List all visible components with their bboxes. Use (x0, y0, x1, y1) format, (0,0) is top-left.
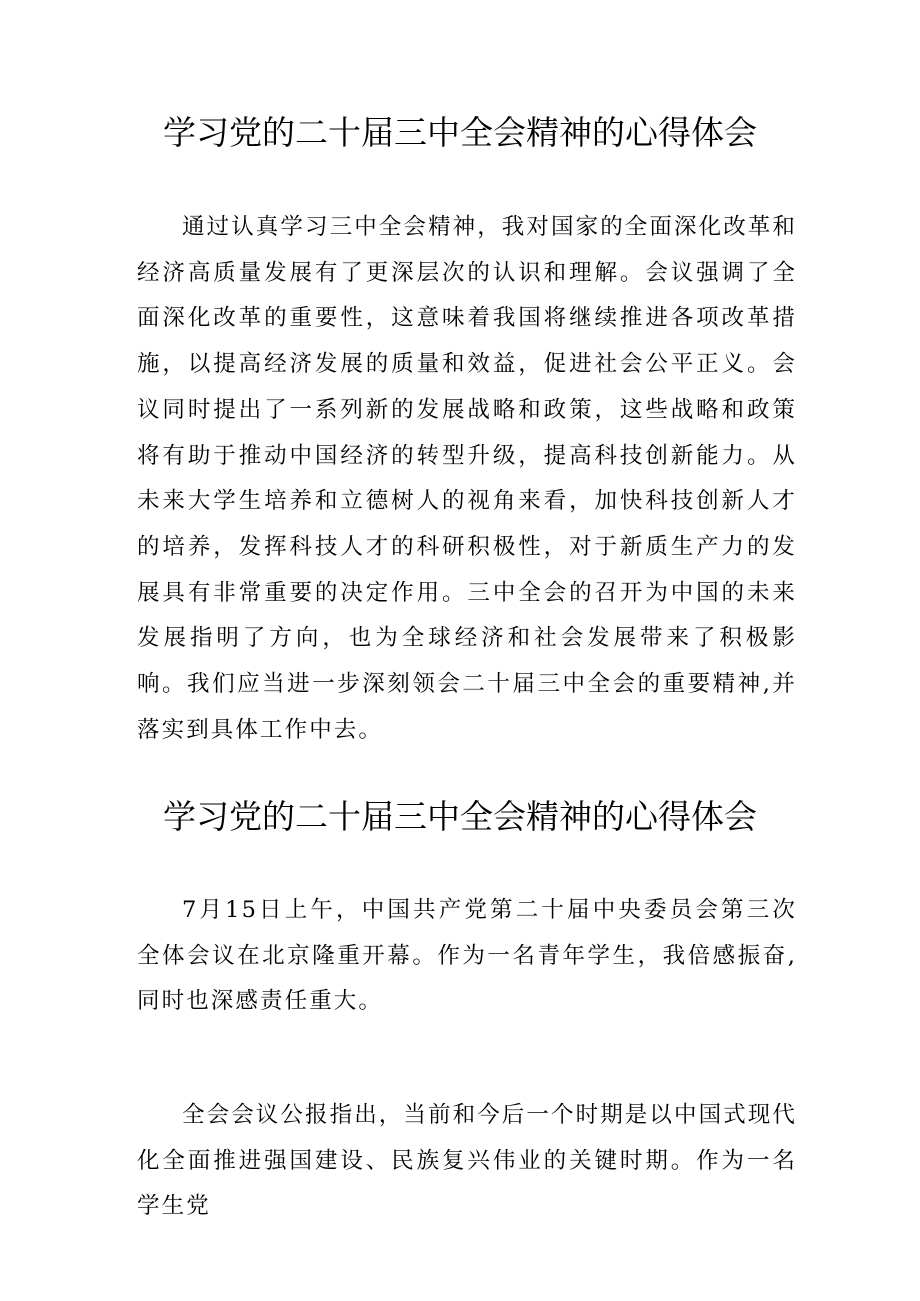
section-title: 学习党的二十届三中全会精神的心得体会 (163, 113, 757, 152)
section-paragraph: 全会会议公报指出，当前和今后一个时期是以中国式现代化全面推进强国建设、民族复兴伟业的关键时期。作为一名学生党 (137, 1102, 798, 1220)
section-paragraph: 7月15日上午，中国共产党第二十届中央委员会第三次全体会议在北京隆重开幕。作为一名青年学生，我倍感振奋,同时也深感责任重大。 (137, 897, 797, 1015)
section-title: 学习党的二十届三中全会精神的心得体会 (163, 797, 757, 836)
section-paragraph: 通过认真学习三中全会精神，我对国家的全面深化改革和经济高质量发展有了更深层次的认识和理解。会议强调了全面深化改革的重要性，这意味着我国将继续推进各项改革措施，以提高经济发展的质量和效益，促进社会公平正义。会议同时提出了一系列新的发展战略和政策，这些战略和政策将有助于推动中国经济的转型升级，提高科技创新能力。从未来大学生培养和立德树人的视角来看，加快科技创新人才的培养，发挥科技人才的科研积极性，对于新质生产力的发展具有非常重要的决定作用。三中全会的召开为中国的未来发展指明了方向，也为全球经济和社会发展带来了积极影响。我们应当进一步深刻领会二十届三中全会的重要精神,并落实到具体工作中去。 (137, 214, 798, 743)
